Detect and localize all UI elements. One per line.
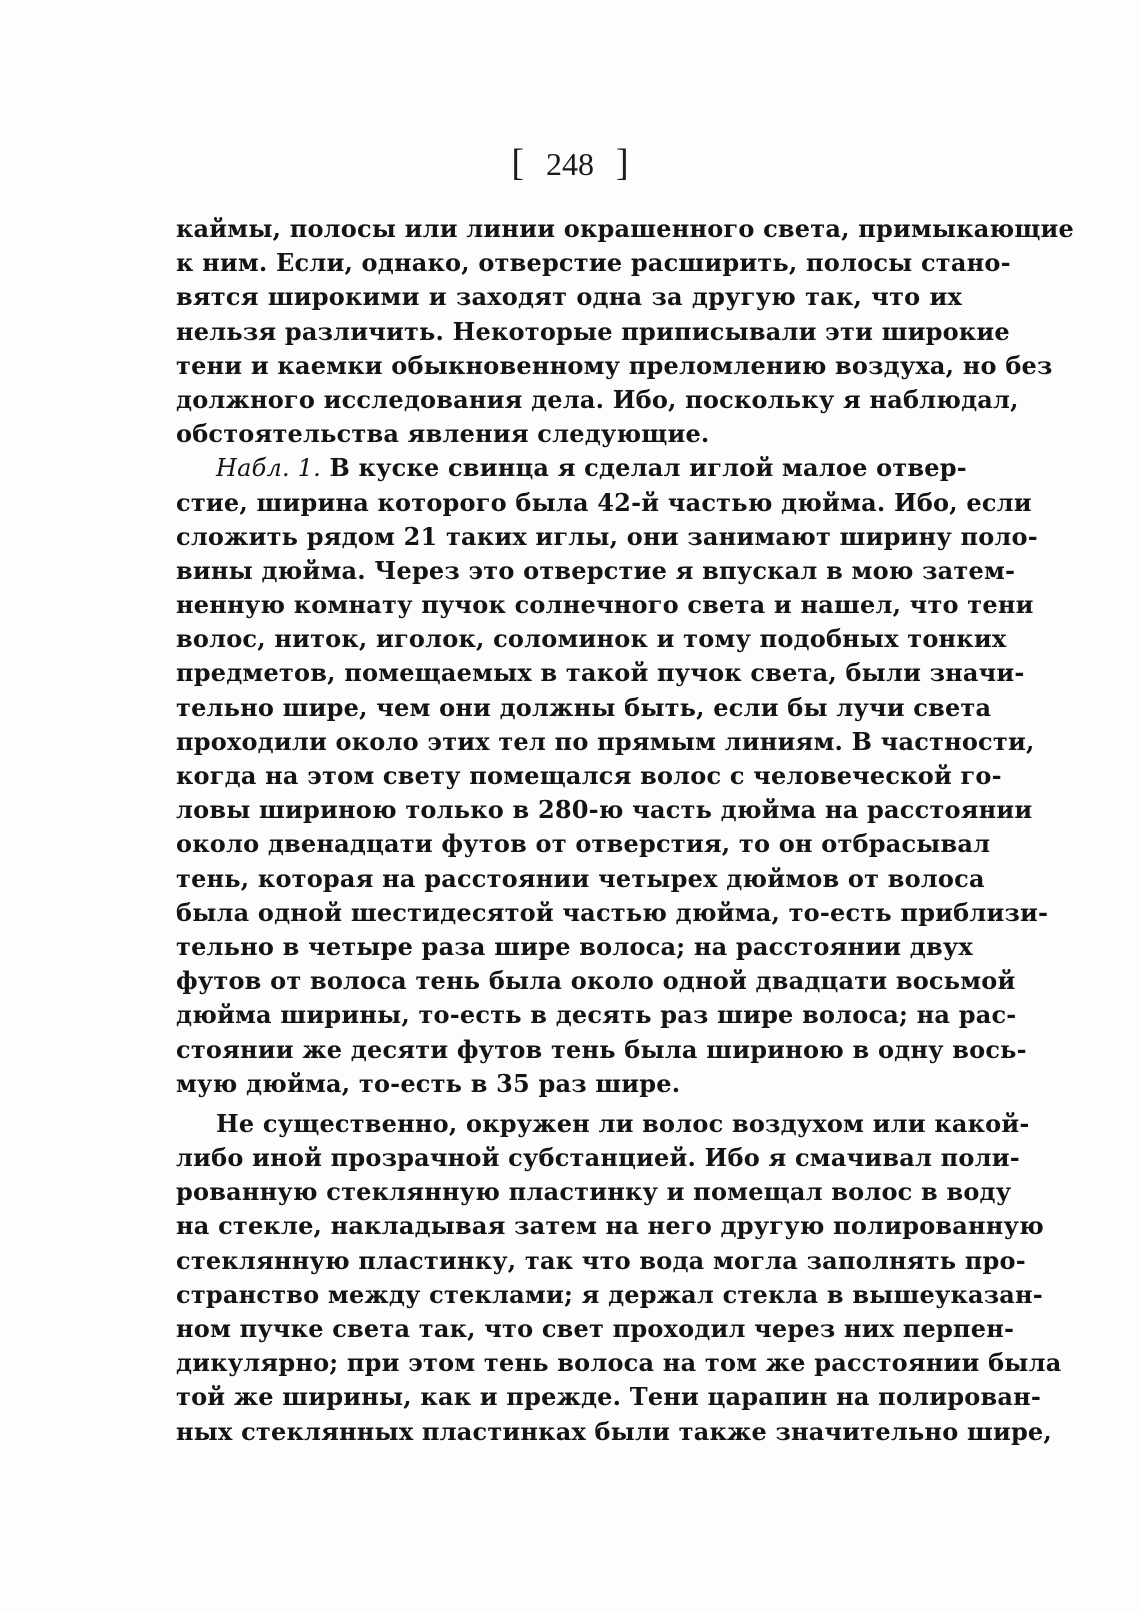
text-line xyxy=(176,588,1034,622)
text-line xyxy=(176,930,973,964)
line-text: либо иной прозрачной субстанцией. Ибо я смачивал поли- xyxy=(176,1143,1020,1173)
text-line xyxy=(176,1312,1015,1346)
line-text: к ним. Если, однако, отверстие расширить, полосы стано- xyxy=(176,248,1011,278)
line-text: предметов, помещаемых в такой пучок света, были значи- xyxy=(176,658,1025,688)
page-number-header xyxy=(0,143,1140,184)
text-line xyxy=(176,383,1019,417)
line-text: проходили около этих тел по прямым линиям. В частности, xyxy=(176,726,1035,756)
line-text: должного исследования дела. Ибо, поскольку я наблюдал, xyxy=(176,384,1019,414)
line-text: около двенадцати футов от отверстия, то он отбрасывал xyxy=(176,829,991,859)
text-line xyxy=(176,827,991,861)
right-bracket: ] xyxy=(616,142,629,184)
line-text: футов от волоса тень была около одной двадцати восьмой xyxy=(176,966,1016,996)
line-text: стеклянную пластинку, так что вода могла заполнять про- xyxy=(176,1245,1026,1275)
text-line xyxy=(176,1415,1052,1449)
text-line xyxy=(176,656,1025,690)
page-number: 248 xyxy=(546,146,594,182)
line-text: вятся широкими и заходят одна за другую так, что их xyxy=(176,282,962,312)
paragraph xyxy=(176,212,1074,451)
text-line xyxy=(176,862,985,896)
observation-label: Набл. 1. xyxy=(216,454,321,483)
text-line xyxy=(176,622,1007,656)
line-text: каймы, полосы или линии окрашенного света, примыкающие xyxy=(176,214,1074,243)
line-text: Не существенно, окружен ли волос воздухом или какой- xyxy=(216,1108,1030,1138)
line-text: В куске свинца я сделал иглой малое отвер- xyxy=(320,453,967,483)
text-line xyxy=(176,349,1053,383)
text-line xyxy=(176,554,1016,588)
left-bracket: [ xyxy=(511,142,524,184)
line-text: странство между стеклами; я держал стекла в вышеуказан- xyxy=(176,1279,1043,1309)
body-text xyxy=(176,212,1074,1449)
line-text: сложить рядом 21 таких иглы, они занимают ширину поло- xyxy=(176,521,1038,551)
line-text: ных стеклянных пластинках были также значительно шире, xyxy=(176,1416,1052,1446)
text-line xyxy=(176,486,1032,520)
line-text: рованную стеклянную пластинку и помещал волос в воду xyxy=(176,1177,1012,1207)
line-text: была одной шестидесятой частью дюйма, то-есть приблизи- xyxy=(176,897,1049,927)
text-line xyxy=(176,1107,1030,1141)
text-line xyxy=(176,280,962,314)
text-line xyxy=(176,520,1038,554)
paragraph xyxy=(176,451,1049,1101)
line-text: обстоятельства явления следующие. xyxy=(176,419,710,449)
text-line xyxy=(176,417,962,451)
line-text: стие, ширина которого была 42-й частью дюйма. Ибо, если xyxy=(176,487,1032,517)
line-text: на стекле, накладывая затем на него другую полированную xyxy=(176,1211,1044,1241)
line-text: тельно в четыре раза шире волоса; на расстоянии двух xyxy=(176,931,973,961)
line-text: нельзя различить. Некоторые приписывали эти широкие xyxy=(176,316,1010,346)
line-text: когда на этом свету помещался волос с человеческой го- xyxy=(176,761,1002,790)
text-line xyxy=(176,246,1011,280)
text-line xyxy=(176,1033,1027,1067)
line-text: тени и каемки обыкновенному преломлению воздуха, но без xyxy=(176,350,1053,380)
line-text: тельно шире, чем они должны быть, если бы лучи света xyxy=(176,692,992,722)
line-text: волос, ниток, иголок, соломинок и тому подобных тонких xyxy=(176,624,1007,654)
text-line xyxy=(176,315,1010,349)
text-line xyxy=(176,1141,1020,1175)
text-line xyxy=(176,1067,962,1101)
line-text: вины дюйма. Через это отверстие я впускал в мою затем- xyxy=(176,555,1016,585)
line-text: ловы шириною только в 280-ю часть дюйма на расстоянии xyxy=(176,795,1033,825)
text-line xyxy=(176,793,1033,827)
text-line xyxy=(176,451,967,485)
line-text: дикулярно; при этом тень волоса на том же расстоянии была xyxy=(176,1348,1062,1378)
text-line xyxy=(176,1209,1044,1243)
line-text: той же ширины, как и прежде. Тени царапин на полирован- xyxy=(176,1382,1042,1412)
text-line xyxy=(176,691,992,725)
text-line xyxy=(176,1380,1042,1414)
paragraph xyxy=(176,1107,1062,1449)
text-line xyxy=(176,759,1002,793)
text-line xyxy=(176,1346,1062,1380)
text-line xyxy=(176,212,1074,246)
text-line xyxy=(176,1244,1026,1278)
text-line xyxy=(176,1175,1012,1209)
text-line xyxy=(176,1278,1043,1312)
text-line xyxy=(176,998,1017,1032)
line-text: тень, которая на расстоянии четырех дюймов от волоса xyxy=(176,863,985,893)
text-line xyxy=(176,896,1049,930)
text-line xyxy=(176,964,1016,998)
line-text: дюйма ширины, то-есть в десять раз шире волоса; на рас- xyxy=(176,1000,1017,1030)
text-line xyxy=(176,725,1035,759)
line-text: ненную комнату пучок солнечного света и нашел, что тени xyxy=(176,590,1034,620)
line-text: стоянии же десяти футов тень была шириною в одну вось- xyxy=(176,1034,1027,1064)
line-text: ном пучке света так, что свет проходил через них перпен- xyxy=(176,1314,1015,1343)
line-text: мую дюйма, то-есть в 35 раз шире. xyxy=(176,1068,681,1098)
